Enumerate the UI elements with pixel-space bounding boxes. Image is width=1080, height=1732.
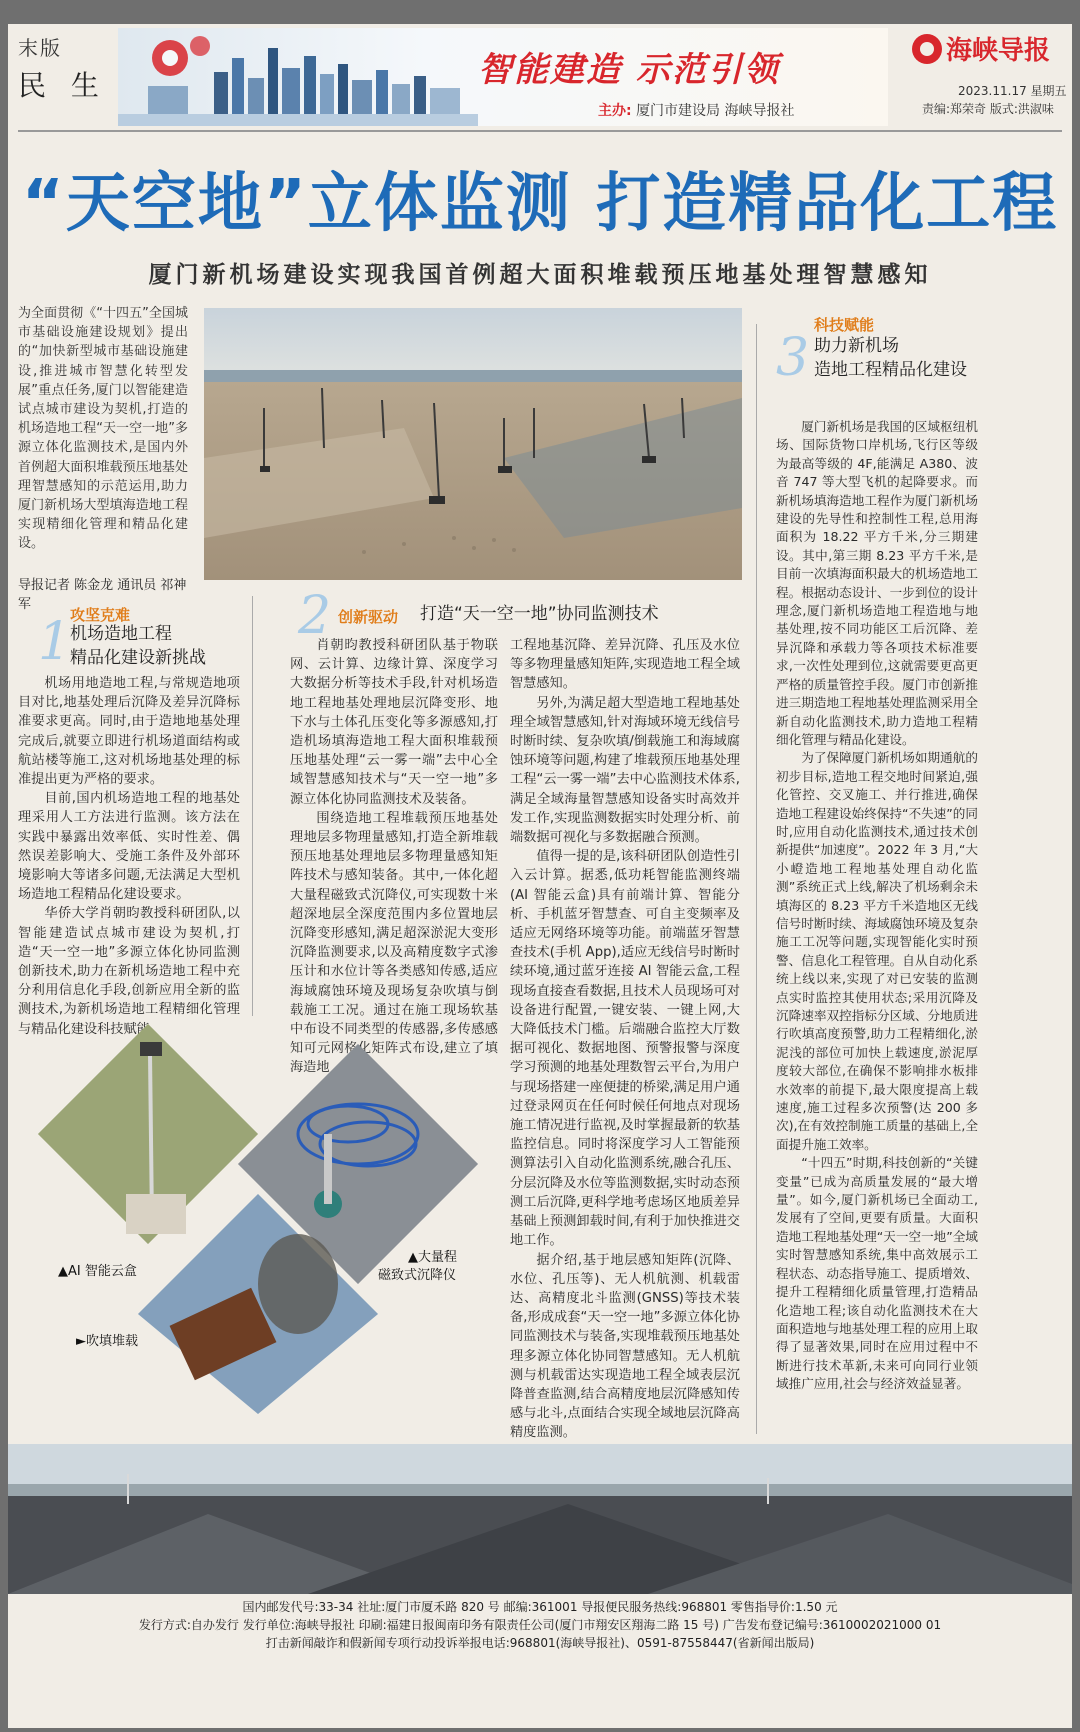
section-3-title-line1: 助力新机场 xyxy=(814,336,899,356)
intro-paragraph: 为全面贯彻《“十四五”全国城市基础设施建设规划》提出的“加快新型城市基础设施建设,推进城市智慧化转型发展”重点任务,厦门以智能建造试点城市建设为契机,打造的机场造地工程“天一空一地”多源立体化监测技术,是国内外首例超大面积堆载预压地基处理智慧感知的示范运用,助力厦门新机场大型填海造地工程实现精细化管理和精品化建设。 xyxy=(18,306,188,552)
paragraph: 据介绍,基于地层感知矩阵(沉降、水位、孔压等)、无人机航测、机载雷达、高精度北斗监测(GNSS)等技术装备,形成成套“天一空一地”多源立体化协同监测技术与装备,实现堆载预压地基处理多源立体化协同智慧感知。无人机航测与机载雷达实现造地工程全域表层沉降普查监测,结合高精度地层沉降感知传感与北斗,点面结合实现全域地层沉降高精度监测。 xyxy=(510,1252,740,1441)
sponsor-line xyxy=(598,100,795,120)
paragraph: 华侨大学肖朝昀教授科研团队,以智能建造试点城市建设为契机,打造“天一空一地”多源立体化协同监测创新技术,助力在新机场造地工程中充分利用信息化手段,创新应用全新的监测技术,为新机场造地工程精细化管理与精品化建设科技赋能。 xyxy=(18,906,240,1037)
editor-credits: 责编:郑荣奇 版式:洪淑味 xyxy=(922,102,1054,116)
footer-line-3: 打击新闻敲诈和假新闻专项行动投诉举报电话:968801(海峡导报社)、0591-87558447(省新闻出版局) xyxy=(265,1636,815,1650)
city-skyline-illustration xyxy=(118,28,478,126)
section-2-body-a xyxy=(290,636,498,1078)
section-1-number: 1 xyxy=(38,612,72,672)
footer-line-2: 发行方式:自办发行 发行单位:海峡导报社 印刷:福建日报闽南印务有限责任公司(厦门市翔安区翔海二路 15 号) 广告发布登记编号:3610002021000 01 xyxy=(138,1618,942,1632)
sponsor-names: 厦门市建设局 海峡导报社 xyxy=(636,103,795,119)
panorama-photo xyxy=(8,1444,1072,1594)
section-3-number: 3 xyxy=(776,328,810,388)
newspaper-page xyxy=(8,24,1072,1728)
column-divider xyxy=(756,324,757,1434)
edition-label: 末版 xyxy=(18,36,62,60)
logo-mark-icon xyxy=(912,34,942,64)
equipment-photo-collage xyxy=(28,1024,514,1414)
caption-dredge-fill: ►吹填堆载 xyxy=(76,1334,138,1349)
headline: “天空地”立体监测 打造精品化工程 xyxy=(21,167,1059,241)
paragraph: 值得一提的是,该科研团队创造性引入云计算。据悉,低功耗智能监测终端(AI 智能云盒)具有前端计算、智能分析、手机蓝牙智慧查、可自主变频率及适应无网络环境等功能。前端蓝牙智慧查技术(手机 App),适应无线信号时断时续环境,通过蓝牙连接 AI 智能云盒,工程现场直接查看数据,且技术人员现场可对设备进行配置,一键安装、一键上网,大大降低技术门槛。后端融合监控大厅数据可视化、数据地图、预警报警与深度学习预测的地基处理数智云平台,为用户与现场搭建一座便捷的桥梁,满足用户通过登录网页在任何时候任何地点对现场施工情况进行监视,及时掌握最新的软基监控信息。同时将深度学习人工智能预测算法引入自动化监测系统,融合孔压、分层沉降及水位等监测数据,实时动态预测工后沉降,更科学地考虑场区地质差异基础上预测卸载时间,有利于加快推进交地工作。 xyxy=(510,849,740,1249)
header-divider xyxy=(18,130,1062,132)
banner-slogan: 智能建造 示范引领 xyxy=(478,50,780,90)
paragraph: “十四五”时期,科技创新的“关键变量”已成为高质量发展的“最大增量”。如今,厦门新机场已全面动工,发展有了空间,更要有质量。大面积造地工程地基处理“天一空一地”全域实时智慧感知系统,集中高效展示工程状态、动态指导施工、提质增效、提升工程精细化质量管理,打造精品化造地工程;该自动化监测技术在大面积造地与地基处理工程的应用上取得了显著效果,同时在应用过程中不断进行技术革新,未来可向同行业领域推广应用,社会与经济效益显著。 xyxy=(776,1155,978,1392)
section-2-body-b xyxy=(510,636,740,1443)
section-3-body xyxy=(776,418,978,1394)
panorama-illustration xyxy=(8,1444,1072,1594)
construction-site-photo xyxy=(204,308,742,580)
issue-date: 2023.11.17 星期五 xyxy=(958,84,1067,98)
section-3-title-line2: 造地工程精品化建设 xyxy=(814,360,967,380)
header-banner xyxy=(118,28,888,126)
section-1-title-line2: 精品化建设新挑战 xyxy=(70,648,206,668)
paragraph: 工程地基沉降、差异沉降、孔压及水位等多物理量感知矩阵,实现造地工程全域智慧感知。 xyxy=(510,638,740,692)
collage-illustration xyxy=(28,1024,514,1414)
paragraph: 肖朝昀教授科研团队基于物联网、云计算、边缘计算、深度学习大数据分析等技术手段,针对机场造地工程地基处理地层沉降变形、地下水与土体孔压变化等多源感知,打造机场填海造地工程大面积堆载预压地基处理“云一雾一端”去中心全域智慧感知技术与“天一空一地”多源立体化协同监测技术及装备。 xyxy=(290,638,498,807)
paragraph: 围绕造地工程堆载预压地基处理地层多物理量感知,打造全新堆载预压地基处理地层多物理量感知矩阵技术与感知装备。其中,一体化超大量程磁致式沉降仪,可实现数十米超深地层全深度范围内多位置地层沉降变形感知,满足超深淤泥大变形沉降监测要求,以及高精度数字式渗压计和水位计等各类感知传感,适应海域腐蚀环境及现场复杂吹填与倒载施工工况。通过在施工现场软基中布设不同类型的传感器,多传感感知可元网格化矩阵式布设,建立了填海造地 xyxy=(290,810,498,1076)
section-1-body xyxy=(18,674,240,1039)
newspaper-logo xyxy=(912,30,1050,67)
caption-settlement-gauge-2: 磁致式沉降仪 xyxy=(378,1268,457,1283)
paragraph: 机场用地造地工程,与常规造地项目对比,地基处理后沉降及差异沉降标准要求更高。同时,由于造地地基处理完成后,就要立即进行机场道面结构或航站楼等施工,这对机场地基处理的标准提出更为严格的要求。 xyxy=(18,676,240,788)
column-divider xyxy=(252,596,253,1016)
sponsor-label: 主办: xyxy=(598,103,632,119)
byline: 导报记者 陈金龙 通讯员 祁神军 xyxy=(18,578,187,612)
paragraph: 厦门新机场是我国的区域枢纽机场、国际货物口岸机场,飞行区等级为最高等级的 4F,能满足 A380、波音 747 等大型飞机的起降要求。而新机场填海造地工程作为厦门新机场建设的先导性和控制性工程,总用海面积为 18.22 平方千米,分三期建设。其中,第三期 8.23 平方千米,是目前一次填海面积最大的机场造地工程。根据动态设计、一步到位的设计理念,厦门新机场造地工程造地与地基处理,按不同功能区工后沉降、差异沉降和承载力等各项技术标准要求,一次性处理到位,这就需要更高更严格的质量管控手段。厦门市创新推进三期造地工程地基处理监测采用全新自动化监测技术,助力造地工程精细化管理与精品化建设。 xyxy=(776,419,978,747)
footer-line-1: 国内邮发代号:33-34 社址:厦门市厦禾路 820 号 邮编:361001 导报便民服务热线:968801 零售指导价:1.50 元 xyxy=(242,1600,838,1614)
logo-text: 海峡导报 xyxy=(946,36,1051,66)
caption-ai-box: ▲AI 智能云盒 xyxy=(58,1264,137,1279)
site-photo-illustration xyxy=(204,308,742,580)
section-1-title-line1: 机场造地工程 xyxy=(70,624,172,644)
section-label: 民 生 xyxy=(18,69,107,102)
section-3-tag: 科技赋能 xyxy=(814,316,875,334)
subheadline: 厦门新机场建设实现我国首例超大面积堆载预压地基处理智慧感知 xyxy=(148,261,932,288)
section-1-tag: 攻坚克难 xyxy=(70,606,131,624)
footer xyxy=(8,1598,1072,1652)
section-2-title: 打造“天一空一地”协同监测技术 xyxy=(420,604,659,624)
section-2-number: 2 xyxy=(298,586,332,646)
paragraph: 另外,为满足超大型造地工程地基处理全域智慧感知,针对海域环境无线信号时断时续、复杂吹填/倒载施工和海域腐蚀环境等问题,构建了堆载预压地基处理工程“云一雾一端”去中心监测技术体系,满足全域海量智慧感知设备实时高效并发工作,实现监测数据实时处理分析、前端数据可视化与多数据融合预测。 xyxy=(510,695,740,846)
section-2-tag: 创新驱动 xyxy=(338,608,399,626)
paragraph: 目前,国内机场造地工程的地基处理采用人工方法进行监测。该方法在实践中暴露出效率低、实时性差、偶然误差影响大、受施工条件及外部环境影响大等诸多问题,无法满足大型机场造地工程精品化建设要求。 xyxy=(18,791,240,903)
caption-settlement-gauge-1: ▲大量程 xyxy=(408,1250,457,1265)
paragraph: 为了保障厦门新机场如期通航的初步目标,造地工程交地时间紧迫,强化管控、交叉施工、并行推进,确保造地工程建设始终保持“不失速”的同时,应用自动化监测技术,通过技术创新提供“加速度”。2022 年 3 月,“大小嶝造地工程地基处理自动化监测”系统正式上线,解决了机场剩余未填海区的 8.23 平方千米造地区无线信号时断时续、海域腐蚀环境及复杂施工工况等问题,实现智能化实时预警、信息化工程管理。自从自动化系统上线以来,实现了对已安装的监测点实时监控其使用状态;采用沉降及沉降速率双控指标分区域、分地质进行吹填高度预警,助力工程精细化,淤泥浅的部位可加快上载速度,淤泥厚度较大部位,在确保不影响排水板排水效率的前提下,最大限度提高上载速度,施工过程多次预警(达 200 多次),在有效控制施工质量的基础上,全面提升施工效率。 xyxy=(776,750,978,1152)
